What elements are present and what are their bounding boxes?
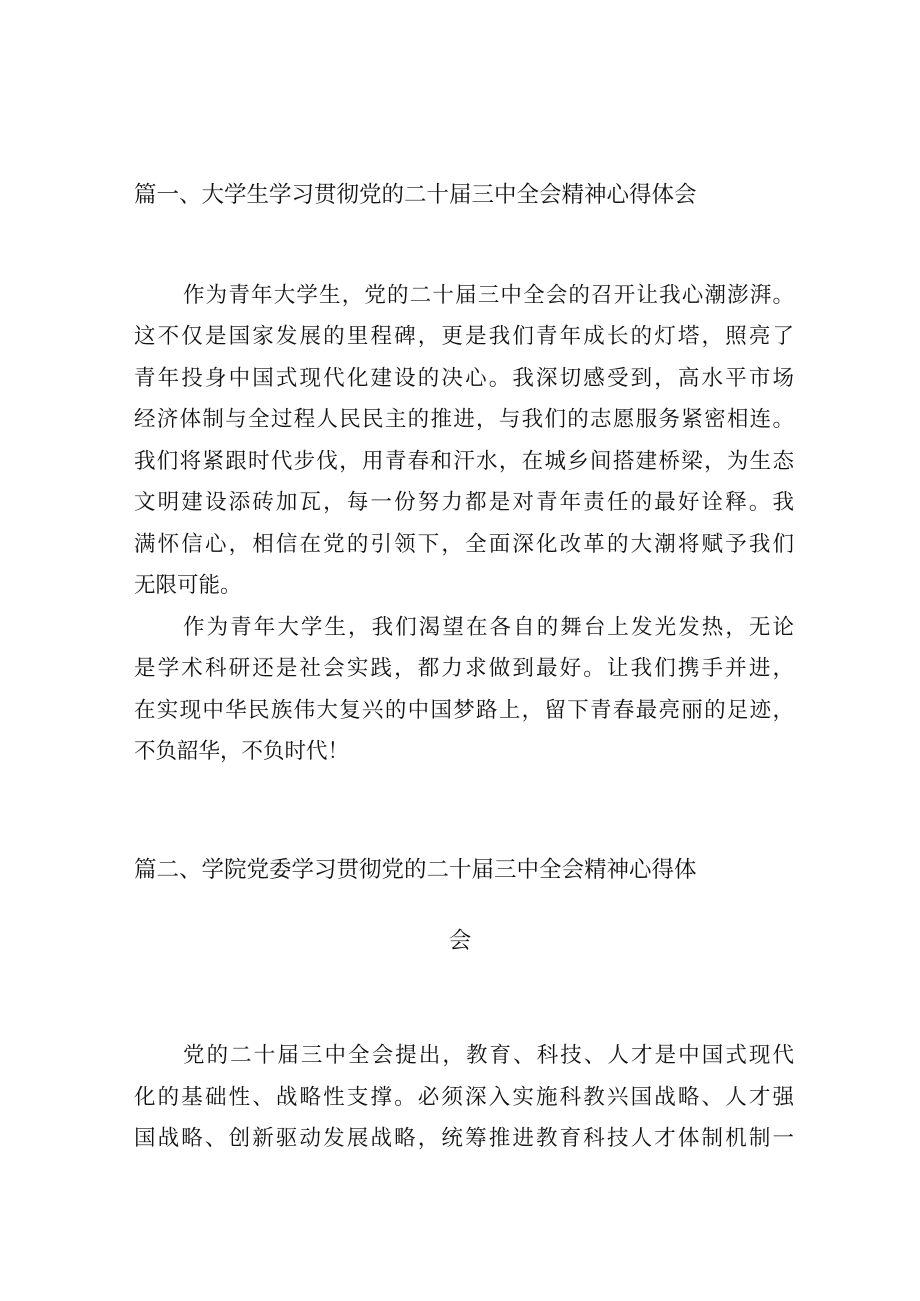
section2-p1-line: 国战略、创新驱动发展战略，统筹推进教育科技人才体制机制一 <box>134 1126 794 1151</box>
section1-p1-line: 无限可能。 <box>134 573 242 598</box>
section1-p1-line: 我们将紧跟时代步伐，用青春和汗水，在城乡间搭建桥梁，为生态 <box>134 449 794 474</box>
section1-p1-line: 这不仅是国家发展的里程碑，更是我们青年成长的灯塔，照亮了 <box>134 324 794 349</box>
section2-p1-line: 党的二十届三中全会提出，教育、科技、人才是中国式现代 <box>183 1043 794 1068</box>
section1-p1-line: 作为青年大学生，党的二十届三中全会的召开让我心潮澎湃。 <box>183 283 794 308</box>
section1-p2-line: 是学术科研还是社会实践，都力求做到最好。让我们携手并进， <box>134 656 794 681</box>
section1-p2-line: 在实现中华民族伟大复兴的中国梦路上，留下青春最亮丽的足迹， <box>134 698 794 723</box>
section1-p2-line: 不负韶华，不负时代！ <box>134 739 350 764</box>
section1-p2-line: 作为青年大学生，我们渴望在各自的舞台上发光发热，无论 <box>183 615 794 640</box>
section2-title-continued: 会 <box>448 928 472 954</box>
section2-title: 篇二、学院党委学习贯彻党的二十届三中全会精神心得体 <box>134 857 697 883</box>
section1-p1-line: 满怀信心，相信在党的引领下，全面深化改革的大潮将赋予我们 <box>134 532 794 557</box>
section1-p1-line: 青年投身中国式现代化建设的决心。我深切感受到，高水平市场 <box>134 366 794 391</box>
section2-p1-line: 化的基础性、战略性支撑。必须深入实施科教兴国战略、人才强 <box>134 1085 794 1110</box>
section1-p1-line: 文明建设添砖加瓦，每一份努力都是对青年责任的最好诠释。我 <box>134 490 794 515</box>
section1-p1-line: 经济体制与全过程人民民主的推进，与我们的志愿服务紧密相连。 <box>134 407 794 432</box>
section1-title: 篇一、大学生学习贯彻党的二十届三中全会精神心得体会 <box>134 182 697 208</box>
